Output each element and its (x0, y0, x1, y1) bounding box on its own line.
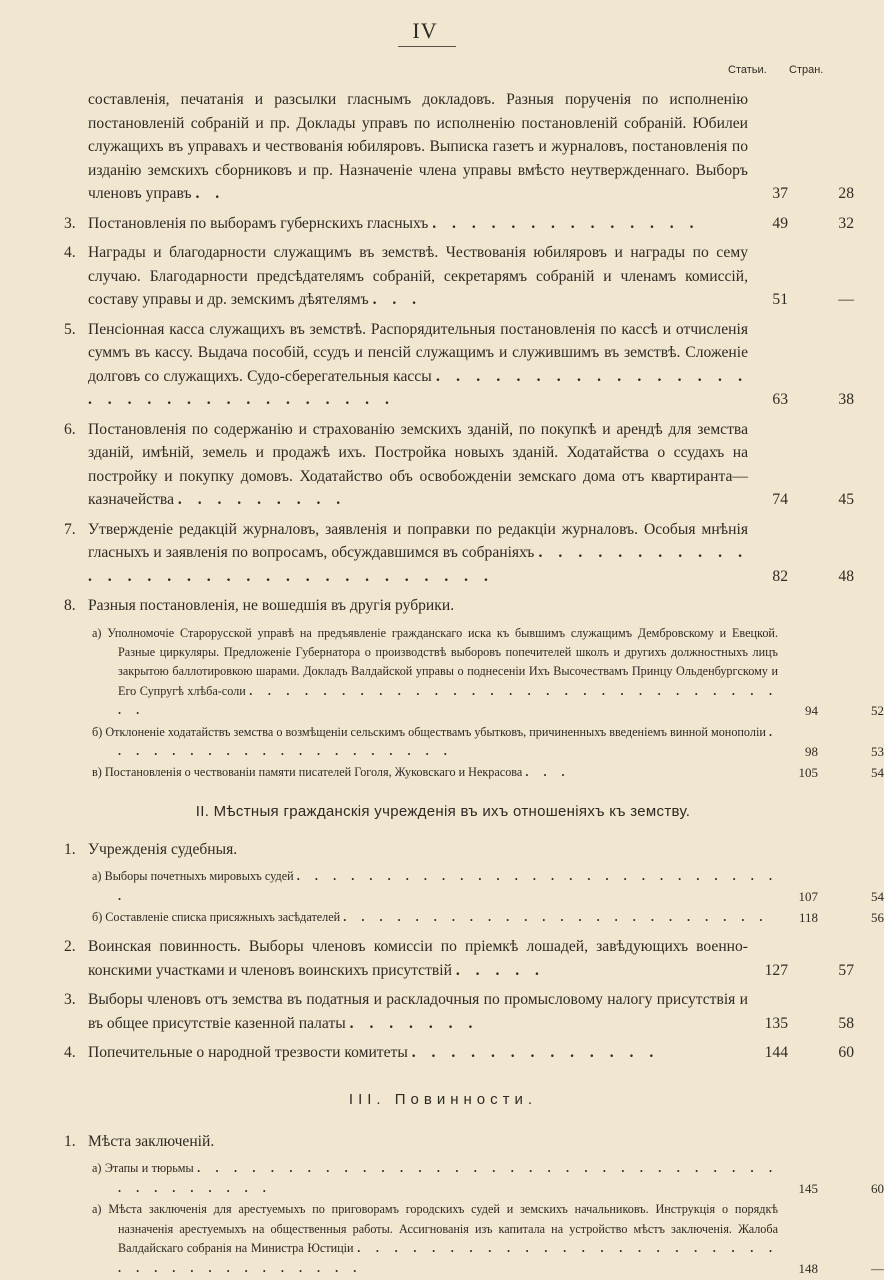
page-reference: 58 (838, 1014, 854, 1032)
toc-subentry (48, 624, 884, 721)
entry-number: 6. (64, 420, 76, 438)
leader-dots: . . . . . (455, 961, 545, 979)
leader-dots: . . . . . . . (349, 1014, 479, 1032)
page-reference: 57 (838, 961, 854, 979)
leader-dots: . . . . . . . . . . . . . . . . . . . . . . . . . . . . . . . . . . . . . . . . . (118, 1161, 779, 1195)
leader-dots: . . . . . . . . . . . . . . . . . . . . . . . . . . . . . . . . (88, 544, 748, 585)
entry-number: 7. (64, 520, 76, 538)
article-number: 118 (798, 910, 818, 926)
toc-entry (48, 518, 854, 589)
entry-number: 8. (64, 597, 76, 614)
entry-text: Мѣста заключеній. (88, 1132, 215, 1150)
leader-dots: . . . . . . . . . . . . . . (432, 214, 700, 232)
article-number: 145 (798, 1180, 818, 1196)
article-number: 105 (798, 765, 818, 781)
toc-entry (48, 418, 854, 512)
toc-entry (48, 838, 838, 862)
article-number: 98 (805, 743, 818, 759)
page-number-rule (398, 46, 456, 47)
toc-subentry (48, 1200, 884, 1278)
toc-subentry (48, 1159, 884, 1198)
table-of-contents (48, 88, 884, 1280)
article-number: 82 (772, 567, 788, 585)
page-reference: 54 (871, 765, 884, 781)
article-number: 49 (772, 214, 788, 232)
article-number: 135 (764, 1014, 788, 1032)
page-reference: — (838, 291, 854, 308)
subentry-text: а) Этапы и тюрьмы (92, 1161, 194, 1176)
articles-column-header: Статьи. (728, 64, 767, 76)
entry-text: Воинская повинность. Выборы членовъ комиссіи по пріемкѣ лошадей, завѣдующихъ военно-конскими участками и членовъ воинскихъ присутствій (88, 938, 748, 979)
toc-entry (48, 212, 854, 236)
page-reference: 60 (838, 1044, 854, 1062)
entry-number: 1. (64, 840, 76, 858)
page-reference: — (871, 1260, 884, 1276)
page-reference: 45 (838, 491, 854, 508)
subentry-text: б) Составленіе списка присяжныхъ засѣдателей (92, 910, 341, 925)
page-reference: 32 (838, 214, 854, 232)
article-number: 94 (805, 703, 818, 719)
article-number: 74 (772, 491, 788, 508)
toc-entry (48, 594, 838, 618)
leader-dots: . . . . . . . . . . . . . . . . . . . . (118, 724, 778, 758)
column-headers (0, 64, 850, 80)
leader-dots: . . (195, 185, 226, 202)
article-number: 37 (772, 185, 788, 202)
page-reference: 54 (871, 888, 884, 904)
entry-number: 3. (64, 214, 76, 232)
entry-text: Пенсіонная касса служащихъ въ земствѣ. Распорядительныя постановленія по кассѣ и отчисленія суммъ въ кассу. Выдача пособій, ссудъ и пенсій служащимъ и служившимъ въ земствѣ. Сложеніе долговъ со служащихъ. Судо-сберегательныя кассы (88, 320, 748, 385)
toc-subentry (48, 763, 884, 782)
entry-text: Выборы членовъ отъ земства въ податныя и раскладочныя по промысловому налогу присутствія и въ общее присутствіе казенной палаты (88, 991, 748, 1032)
entry-number: 2. (64, 938, 76, 956)
section-title: III. Повинности. (348, 1090, 538, 1108)
entry-text: Учрежденія судебныя. (88, 840, 238, 858)
pages-column-header: Стран. (789, 64, 824, 76)
toc-entry (48, 935, 854, 982)
page-reference: 56 (871, 910, 884, 926)
article-number: 107 (798, 888, 818, 904)
toc-subentry (48, 908, 884, 927)
entry-number: 4. (64, 244, 76, 261)
leader-dots: . . . . . . . . . . . . . . . . . . . . . . . . . . . . . . . . (88, 367, 748, 408)
entry-text: составленія, печатанія и разсылки гласнымъ докладовъ. Разныя порученія по исполненію постановленій собраній и пр. Доклады управъ по исполненію постановленій собраній. Юбилеи служащихъ въ управахъ и чествованія юбиляровъ. Выписка газетъ и журналовъ, постановленія по изданію земскихъ сборниковъ и пр. Назначеніе члена управы вмѣсто неутвержденнаго. Выборъ членовъ управъ (88, 91, 748, 202)
toc-entry (48, 88, 854, 206)
leader-dots: . . . . . . . . . . . . . . . . . . . . . . . . (343, 910, 769, 925)
subentry-text: а) Выборы почетныхъ мировыхъ судей (92, 869, 294, 884)
section-title: II. Мѣстныя гражданскія учрежденія въ ихъ отношеніяхъ къ земству. (195, 802, 691, 820)
toc-entry (48, 988, 854, 1035)
toc-entry (48, 1041, 854, 1065)
page-reference: 48 (838, 567, 854, 585)
page-reference: 38 (838, 391, 854, 408)
page-reference: 52 (871, 703, 884, 719)
entry-text: Разныя постановленія, не вошедшія въ другія рубрики. (88, 597, 455, 614)
leader-dots: . . . . . . . . . . . . . (411, 1044, 660, 1062)
toc-entry (48, 1130, 838, 1154)
entry-number: 3. (64, 991, 76, 1009)
article-number: 127 (764, 961, 788, 979)
article-number: 148 (798, 1260, 818, 1276)
subentry-text: а) Уполномочіе Старорусской управѣ на предъявленіе гражданскаго иска къ бывшимъ служащимъ Дембровскому и Евецкой. Разные циркуляры. Предложеніе Губернатора о производствѣ выборовъ попечителей школъ и другихъ должностныхъ лицъ закрытою баллотировкою шарами. Докладъ Валдайской управы о поднесеніи Ихъ Высочествамъ Принцу Ольденбургскому и Его Супругѣ хлѣба-соли (92, 625, 778, 698)
page-number: IV (412, 18, 438, 43)
leader-dots: . . . (525, 765, 571, 780)
subentry-text: б) Отклоненіе ходатайствъ земства о возмѣщеніи сельскимъ обществамъ убытковъ, причиненныхъ введеніемъ винной монополіи (92, 724, 766, 739)
subentry-text: в) Постановленія о чествованіи памяти писателей Гоголя, Жуковскаго и Некрасова (92, 765, 523, 780)
toc-subentry (48, 867, 884, 906)
entry-text: Утвержденіе редакцій журналовъ, заявленія и поправки по редакціи журналовъ. Особыя мнѣнія гласныхъ и заявленія по вопросамъ, обсуждавшимся въ собраніяхъ (88, 520, 748, 561)
entry-text: Постановленія по выборамъ губернскихъ гласныхъ (88, 214, 429, 232)
toc-subentry (48, 723, 884, 762)
leader-dots: . . . . . . . . . (177, 491, 347, 508)
article-number: 144 (764, 1044, 788, 1062)
article-number: 63 (772, 391, 788, 408)
page-reference: 53 (871, 743, 884, 759)
leader-dots: . . . . . . . . . . . . . . . . . . . . . . . . . . . . . . . . . . . . . (118, 1241, 779, 1275)
entry-number: 1. (64, 1132, 76, 1150)
article-number: 51 (772, 291, 788, 308)
entry-text: Награды и благодарности служащимъ въ земствѣ. Чествованія юбиляровъ и награды по сему случаю. Благодарности предсѣдателямъ собраній, секретарямъ собраній и членамъ комиссій, составу управы и др. земскимъ дѣятелямъ (88, 244, 748, 308)
leader-dots: . . . (372, 291, 423, 308)
page-reference: 28 (838, 185, 854, 202)
entry-text: Попечительные о народной трезвости комитеты (88, 1044, 408, 1062)
toc-entry (48, 318, 854, 412)
toc-entry (48, 241, 854, 312)
page-reference: 60 (871, 1180, 884, 1196)
entry-text: Постановленія по содержанію и страхованію земскихъ зданій, по покупкѣ и арендѣ для земства зданій, имѣній, земель и продажѣ ихъ. Постройка новыхъ зданій. Ходатайства о ссудахъ на постройку и покупку домовъ. Ходатайство объ освобожденіи земскаго дома отъ квартиранта—казначейства (88, 420, 748, 508)
leader-dots: . . . . . . . . . . . . . . . . . . . . . . . . . . . . . . . (118, 683, 779, 718)
leader-dots: . . . . . . . . . . . . . . . . . . . . . . . . . . . . (118, 869, 779, 903)
subentry-text: а) Мѣста заключенія для арестуемыхъ по приговорамъ городскихъ судей и земскихъ начальниковъ. Инструкція о порядкѣ назначенія арестуемыхъ на общественныя работы. Ассигнованія изъ капитала на устройство мѣстъ заключенія. Жалоба Валдайскаго собранія на Министра Юстиціи (92, 1202, 778, 1256)
entry-number: 4. (64, 1044, 76, 1062)
entry-number: 5. (64, 320, 76, 338)
